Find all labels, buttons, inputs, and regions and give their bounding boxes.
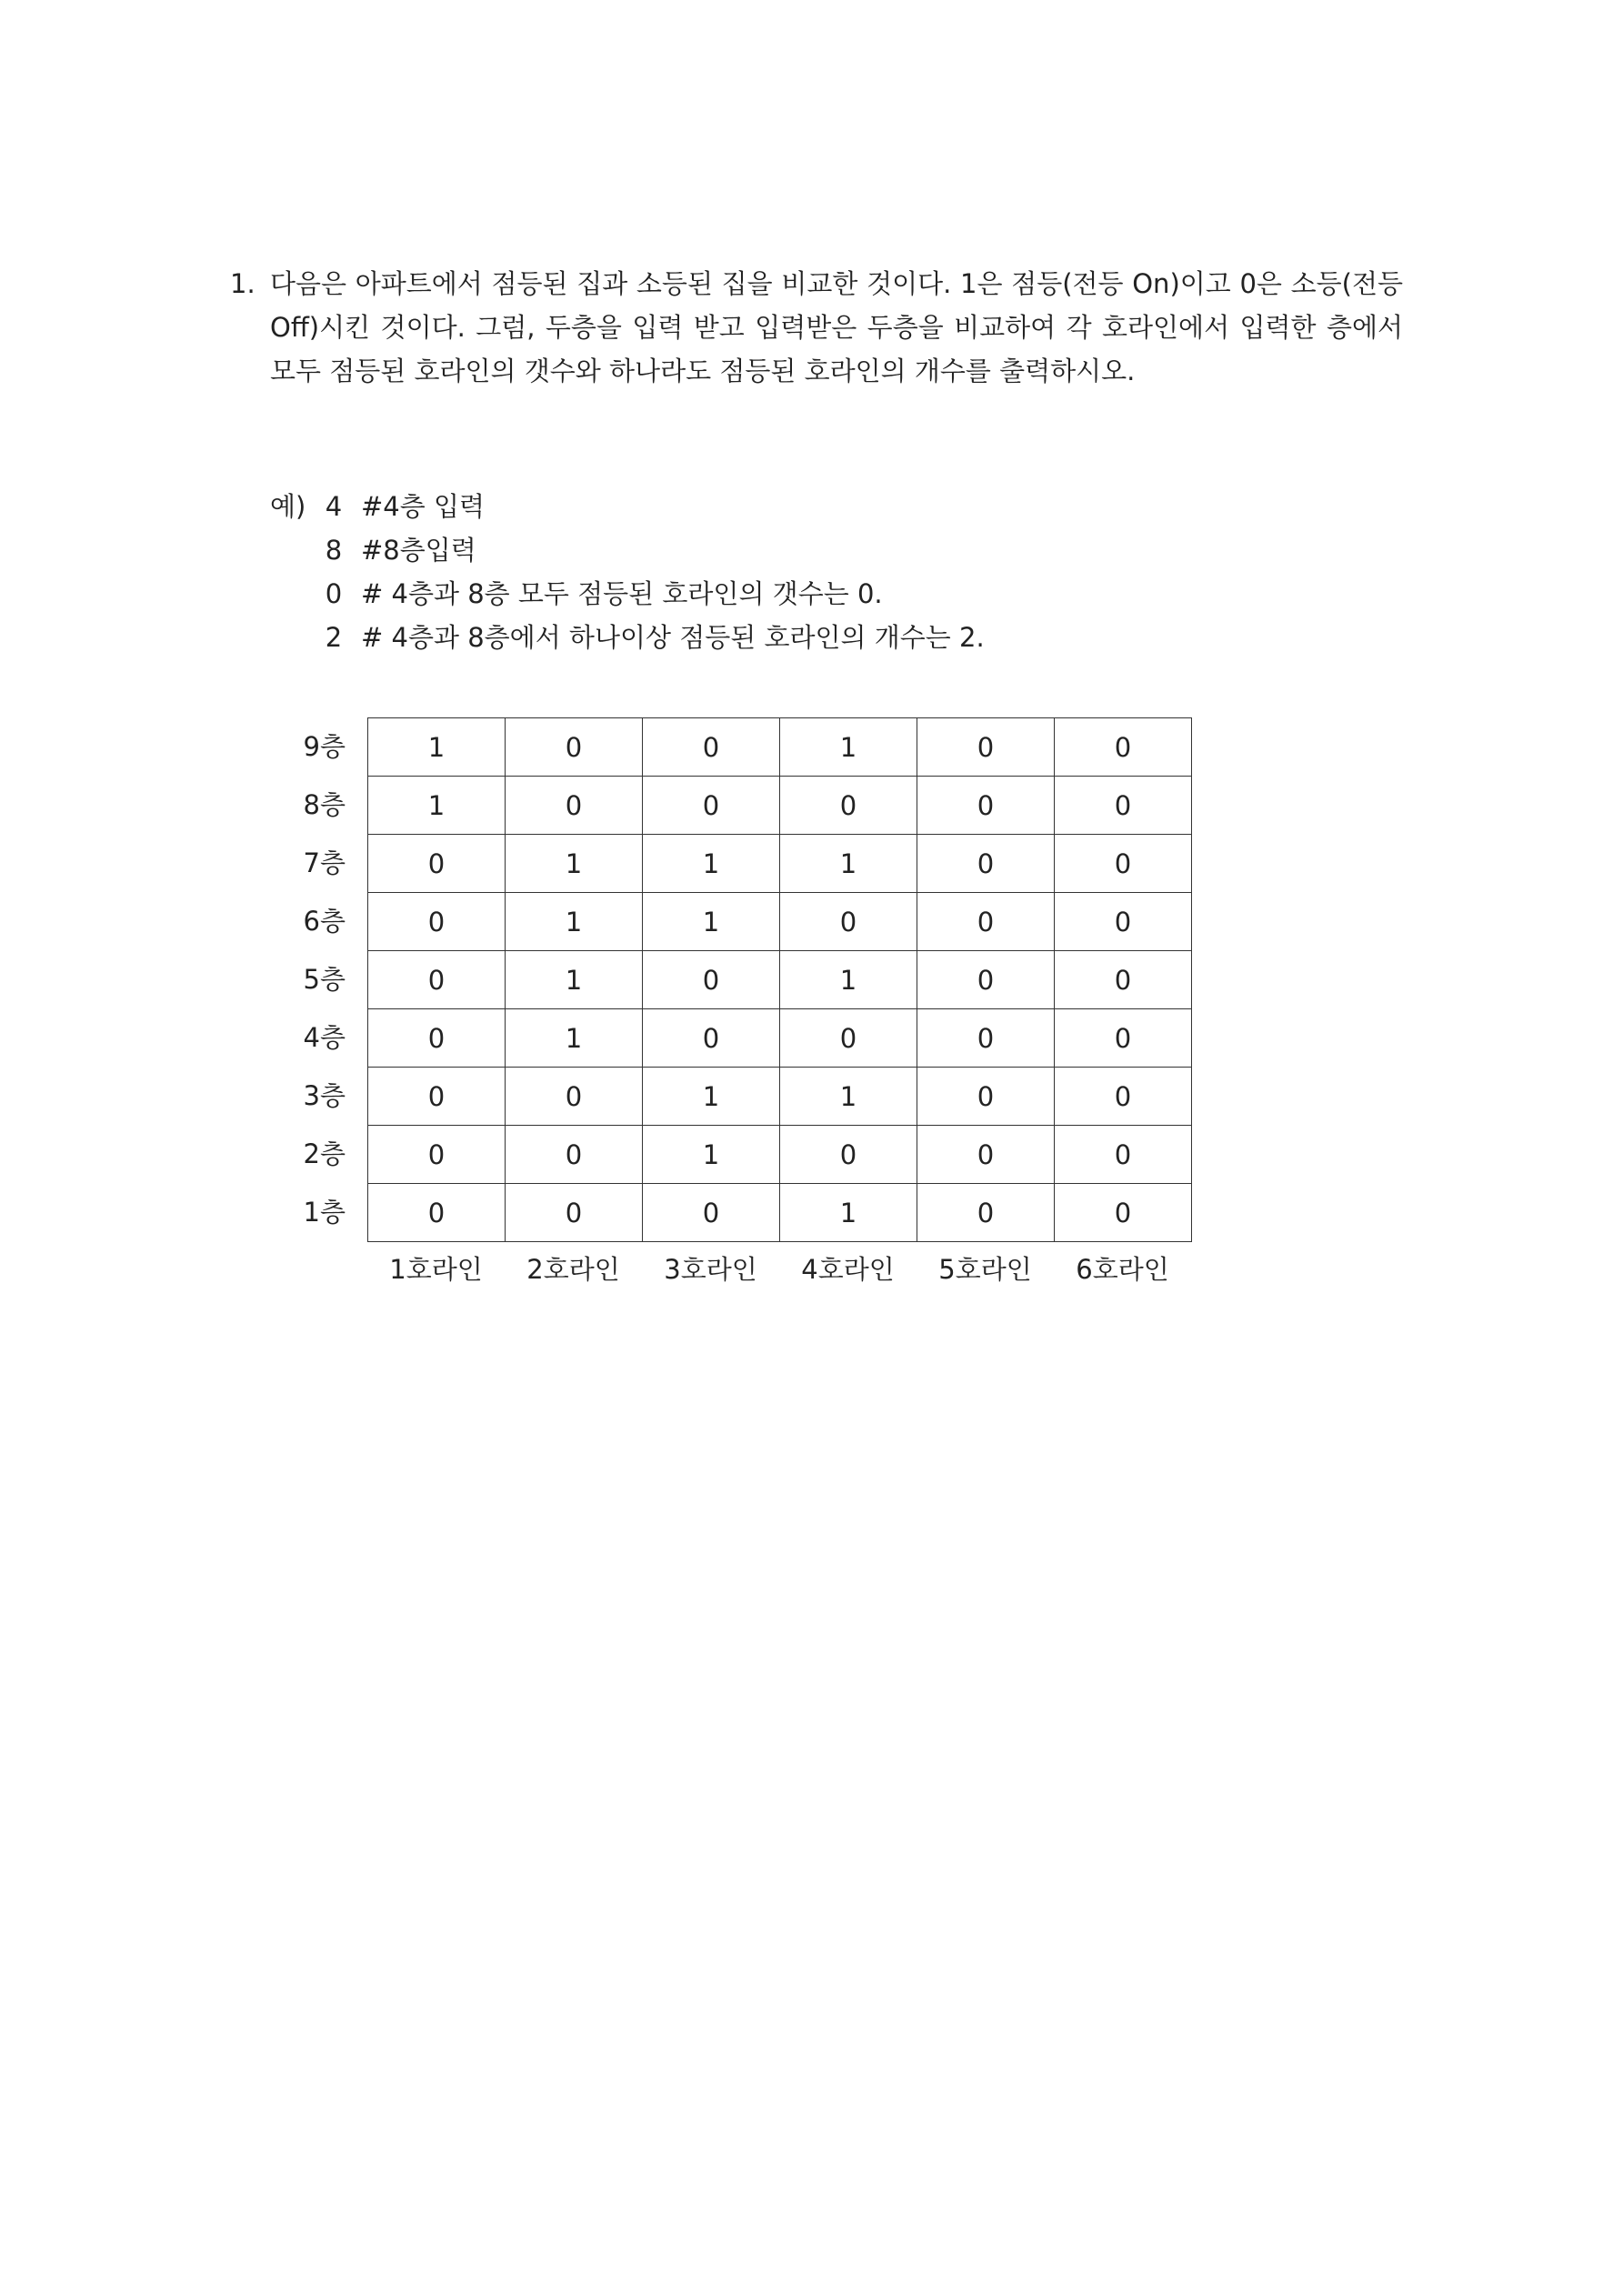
floor-label-1: 1층 (303, 1197, 346, 1228)
grid-cell: 0 (643, 777, 780, 835)
grid-cell: 0 (780, 777, 917, 835)
grid-cell: 0 (1055, 1126, 1192, 1184)
grid-cell: 0 (1055, 718, 1192, 777)
table-row (368, 777, 1192, 835)
floor-label-7: 7층 (303, 847, 346, 878)
grid-cell: 0 (643, 1009, 780, 1068)
example-value: 4 (325, 491, 343, 522)
table-row (368, 835, 1192, 893)
grid-cell: 1 (506, 951, 643, 1009)
problem-number: 1. (230, 268, 255, 299)
grid-cell: 0 (917, 1126, 1055, 1184)
problem-text: 다음은 아파트에서 점등된 집과 소등된 집을 비교한 것이다. 1은 점등(전등 On)이고 0은 소등(전등 Off)시킨 것이다. 그럼, 두층을 입력 받고 입력받은 두층을 비교하여 각 호라인에서 입력한 층에서 모두 점등된 호라인의 갯수와 하나라도 점등된 호라인의 개수를 출력하시오. (270, 268, 1403, 386)
grid-cell: 1 (506, 835, 643, 893)
floor-label-4: 4층 (303, 1022, 346, 1053)
table-row (368, 718, 1192, 777)
grid-cell: 0 (506, 777, 643, 835)
grid-cell: 0 (506, 718, 643, 777)
grid-cell: 0 (368, 835, 506, 893)
grid-cell: 0 (917, 835, 1055, 893)
grid-cell: 0 (1055, 1009, 1192, 1068)
line-label-5: 5호라인 (938, 1254, 1032, 1285)
line-label-2: 2호라인 (526, 1254, 620, 1285)
floor-label-8: 8층 (303, 789, 346, 820)
grid-cell: 1 (643, 1126, 780, 1184)
line-label-1: 1호라인 (389, 1254, 483, 1285)
grid-cell: 0 (1055, 777, 1192, 835)
grid-cell: 0 (368, 1184, 506, 1242)
grid-cell: 1 (368, 718, 506, 777)
example-value: 2 (325, 622, 343, 653)
grid-cell: 0 (506, 1184, 643, 1242)
grid-cell: 0 (368, 1009, 506, 1068)
grid-cell: 1 (643, 893, 780, 951)
grid-cell: 1 (506, 893, 643, 951)
grid-cell: 0 (368, 951, 506, 1009)
grid-cell: 0 (643, 718, 780, 777)
grid-cell: 0 (368, 893, 506, 951)
grid-cell: 1 (643, 835, 780, 893)
line-label-3: 3호라인 (664, 1254, 757, 1285)
grid-cell: 0 (368, 1126, 506, 1184)
grid-cell: 0 (1055, 893, 1192, 951)
grid-cell: 0 (780, 1009, 917, 1068)
grid-cell: 0 (917, 777, 1055, 835)
table-row (368, 1068, 1192, 1126)
example-comment: # 4층과 8층에서 하나이상 점등된 호라인의 개수는 2. (361, 622, 985, 653)
grid-cell: 1 (368, 777, 506, 835)
table-row (368, 1184, 1192, 1242)
floor-label-9: 9층 (303, 731, 346, 762)
grid-cell: 0 (506, 1126, 643, 1184)
floor-label-6: 6층 (303, 906, 346, 937)
grid-cell: 0 (1055, 1068, 1192, 1126)
grid-cell: 1 (780, 1068, 917, 1126)
grid-cell: 1 (780, 835, 917, 893)
grid-cell: 0 (917, 1184, 1055, 1242)
grid-cell: 1 (780, 1184, 917, 1242)
line-label-6: 6호라인 (1076, 1254, 1169, 1285)
light-status-table (367, 717, 1192, 1242)
grid-cell: 0 (780, 1126, 917, 1184)
grid-cell: 0 (643, 1184, 780, 1242)
grid-cell: 1 (780, 718, 917, 777)
grid-cell: 1 (780, 951, 917, 1009)
grid-cell: 0 (368, 1068, 506, 1126)
floor-label-3: 3층 (303, 1080, 346, 1111)
grid-cell: 0 (643, 951, 780, 1009)
example-comment: #8층입력 (361, 535, 476, 566)
grid-cell: 1 (643, 1068, 780, 1126)
grid-cell: 0 (1055, 835, 1192, 893)
grid-cell: 0 (506, 1068, 643, 1126)
grid-cell: 0 (917, 1068, 1055, 1126)
example-value: 8 (325, 535, 343, 566)
table-row (368, 1009, 1192, 1068)
table-row (368, 893, 1192, 951)
grid-cell: 0 (1055, 1184, 1192, 1242)
example-prefix: 예) (270, 491, 306, 522)
table-row (368, 951, 1192, 1009)
floor-label-5: 5층 (303, 964, 346, 995)
grid-cell: 0 (917, 893, 1055, 951)
table-row (368, 1126, 1192, 1184)
grid-cell: 0 (1055, 951, 1192, 1009)
line-label-4: 4호라인 (801, 1254, 895, 1285)
example-comment: # 4층과 8층 모두 점등된 호라인의 갯수는 0. (361, 578, 883, 609)
grid-cell: 0 (780, 893, 917, 951)
grid-cell: 1 (506, 1009, 643, 1068)
line-labels (367, 1244, 1191, 1295)
floor-label-2: 2층 (303, 1138, 346, 1169)
apartment-light-grid (367, 717, 1192, 1242)
grid-cell: 0 (917, 1009, 1055, 1068)
grid-cell: 0 (917, 951, 1055, 1009)
grid-cell: 0 (917, 718, 1055, 777)
example-value: 0 (325, 578, 343, 609)
example-comment: #4층 입력 (361, 491, 486, 522)
